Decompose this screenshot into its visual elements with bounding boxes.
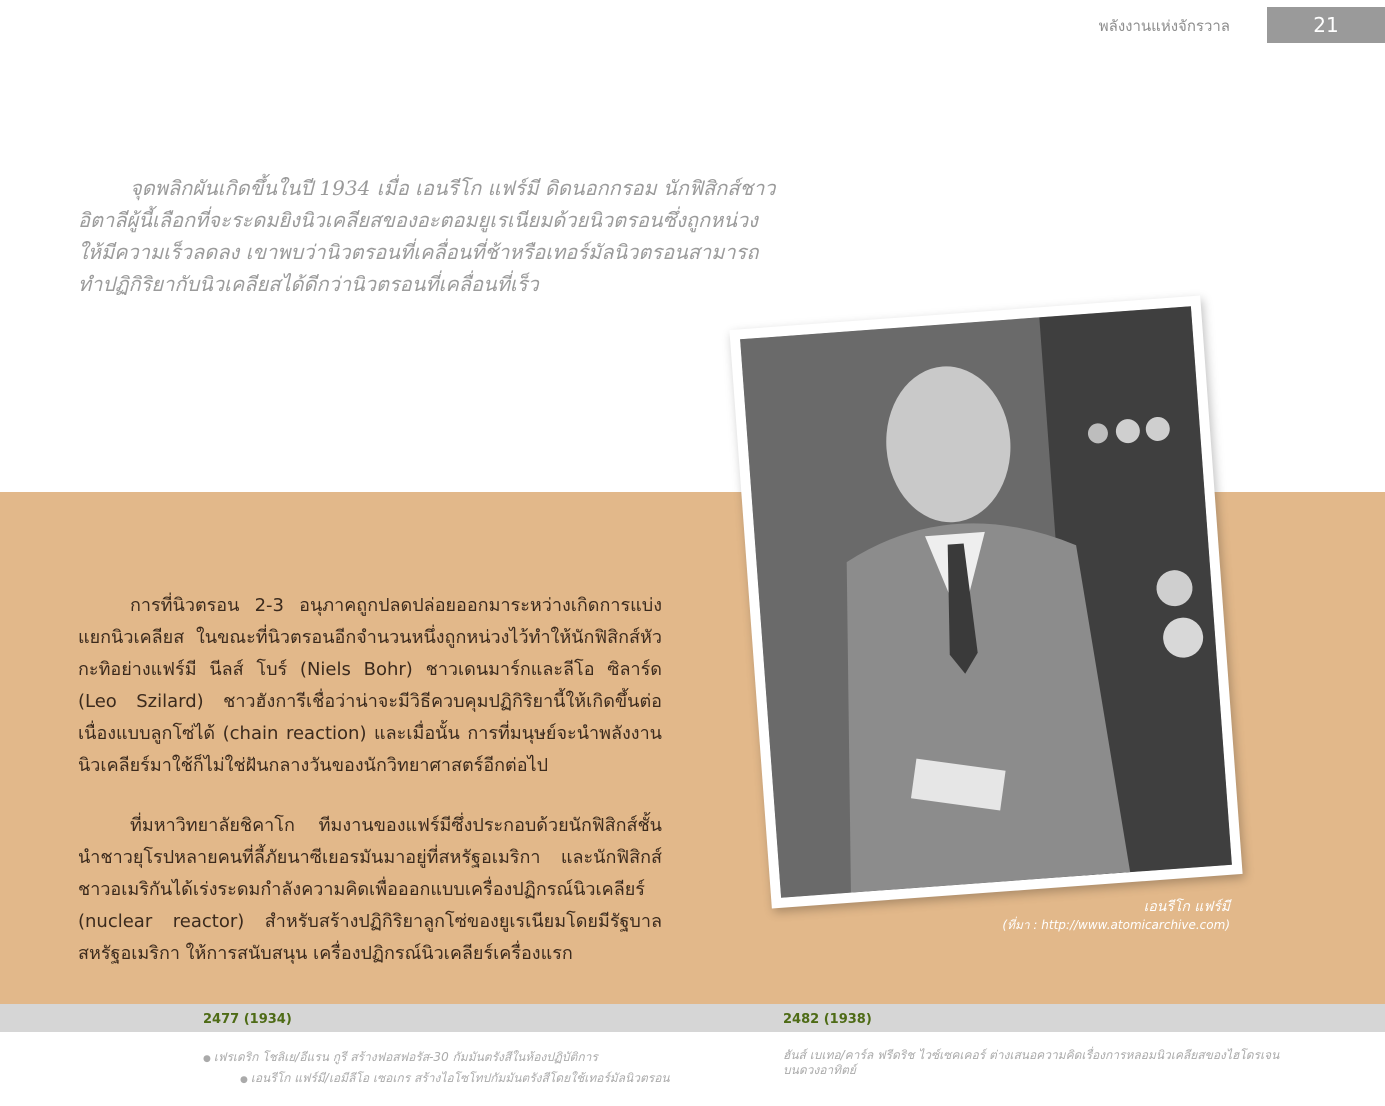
photo-caption bbox=[1002, 898, 1230, 934]
fermi-photo bbox=[729, 295, 1242, 908]
caption-source: (ที่มา : http://www.atomicarchive.com) bbox=[1002, 918, 1230, 932]
intro-paragraph bbox=[78, 172, 778, 300]
timeline-note-left-2 bbox=[240, 1071, 670, 1088]
timeline-year-left: 2477 (1934) bbox=[203, 1012, 292, 1027]
page-number: 21 bbox=[1267, 7, 1385, 43]
photo-image bbox=[740, 306, 1232, 898]
intro-text: จุดพลิกผันเกิดขึ้นในปี 1934 เมื่อ เอนรีโก แฟร์มี ดิดนอกกรอม นักฟิสิกส์ชาวอิตาลีผู้นี้เลือกที่จะระดมยิงนิวเคลียสของอะตอมยูเรเนียมด้วยนิวตรอนซึ่งถูกหน่วงให้มีความเร็วลดลง เขาพบว่านิวตรอนที่เคลื่อนที่ช้าหรือเทอร์มัลนิวตรอนสามารถทำปฏิกิริยากับนิวเคลียสได้ดีกว่านิวตรอนที่เคลื่อนที่เร็ว bbox=[78, 176, 776, 296]
portrait-illustration bbox=[740, 306, 1232, 898]
body-text bbox=[78, 590, 662, 998]
caption-title: เอนรีโก แฟร์มี bbox=[1143, 899, 1230, 915]
timeline-year-right: 2482 (1938) bbox=[783, 1012, 872, 1027]
timeline-note-right: ฮันส์ เบเทอ/คาร์ล ฟรีดริช ไวซ์เซคเคอร์ ต่างเสนอความคิดเรื่องการหลอมนิวเคลียสของไฮโดรเจนบนดวงอาทิตย์ bbox=[783, 1048, 1280, 1077]
timeline-note-left-2-text: เอนรีโก แฟร์มี/เอมีลีโอ เซอเกร สร้างไอโซโทปกัมมันตรังสีโดยใช้เทอร์มัลนิวตรอน bbox=[250, 1071, 670, 1085]
body-paragraph-2: ที่มหาวิทยาลัยชิคาโก ทีมงานของแฟร์มีซึ่งประกอบด้วยนักฟิสิกส์ชั้นนำชาวยุโรปหลายคนที่ลี้ภัยนาซีเยอรมันมาอยู่ที่สหรัฐอเมริกา และนักฟิสิกส์ชาวอเมริกันได้เร่งระดมกำลังความคิดเพื่อออกแบบเครื่องปฏิกรณ์นิวเคลียร์ (nuclear reactor) สำหรับสร้างปฏิกิริยาลูกโซ่ของยูเรเนียมโดยมีรัฐบาลสหรัฐอเมริกา ให้การสนับสนุน เครื่องปฏิกรณ์นิวเคลียร์เครื่องแรก bbox=[78, 815, 662, 964]
timeline-note-left-1 bbox=[203, 1050, 598, 1067]
timeline-note-left-1-text: เฟรเดริก โชลิเย/อีแรน กูรี สร้างฟอสฟอรัส-30 กัมมันตรังสีในห้องปฏิบัติการ bbox=[213, 1050, 598, 1064]
body-paragraph-1: การที่นิวตรอน 2-3 อนุภาคถูกปลดปล่อยออกมาระหว่างเกิดการแบ่งแยกนิวเคลียส ในขณะที่นิวตรอนอีกจำนวนหนึ่งถูกหน่วงไว้ทำให้นักฟิสิกส์หัวกะทิอย่างแฟร์มี นีลส์ โบร์ (Niels Bohr) ชาวเดนมาร์กและลีโอ ซิลาร์ด (Leo Szilard) ชาวฮังการีเชื่อว่าน่าจะมีวิธีควบคุมปฏิกิริยานี้ให้เกิดขึ้นต่อเนื่องแบบลูกโซ่ได้ (chain reaction) และเมื่อนั้น การที่มนุษย์จะนำพลังงานนิวเคลียร์มาใช้ก็ไม่ใช่ฝันกลางวันของนักวิทยาศาสตร์อีกต่อไป bbox=[78, 595, 662, 776]
section-title: พลังงานแห่งจักรวาล bbox=[1098, 17, 1230, 35]
